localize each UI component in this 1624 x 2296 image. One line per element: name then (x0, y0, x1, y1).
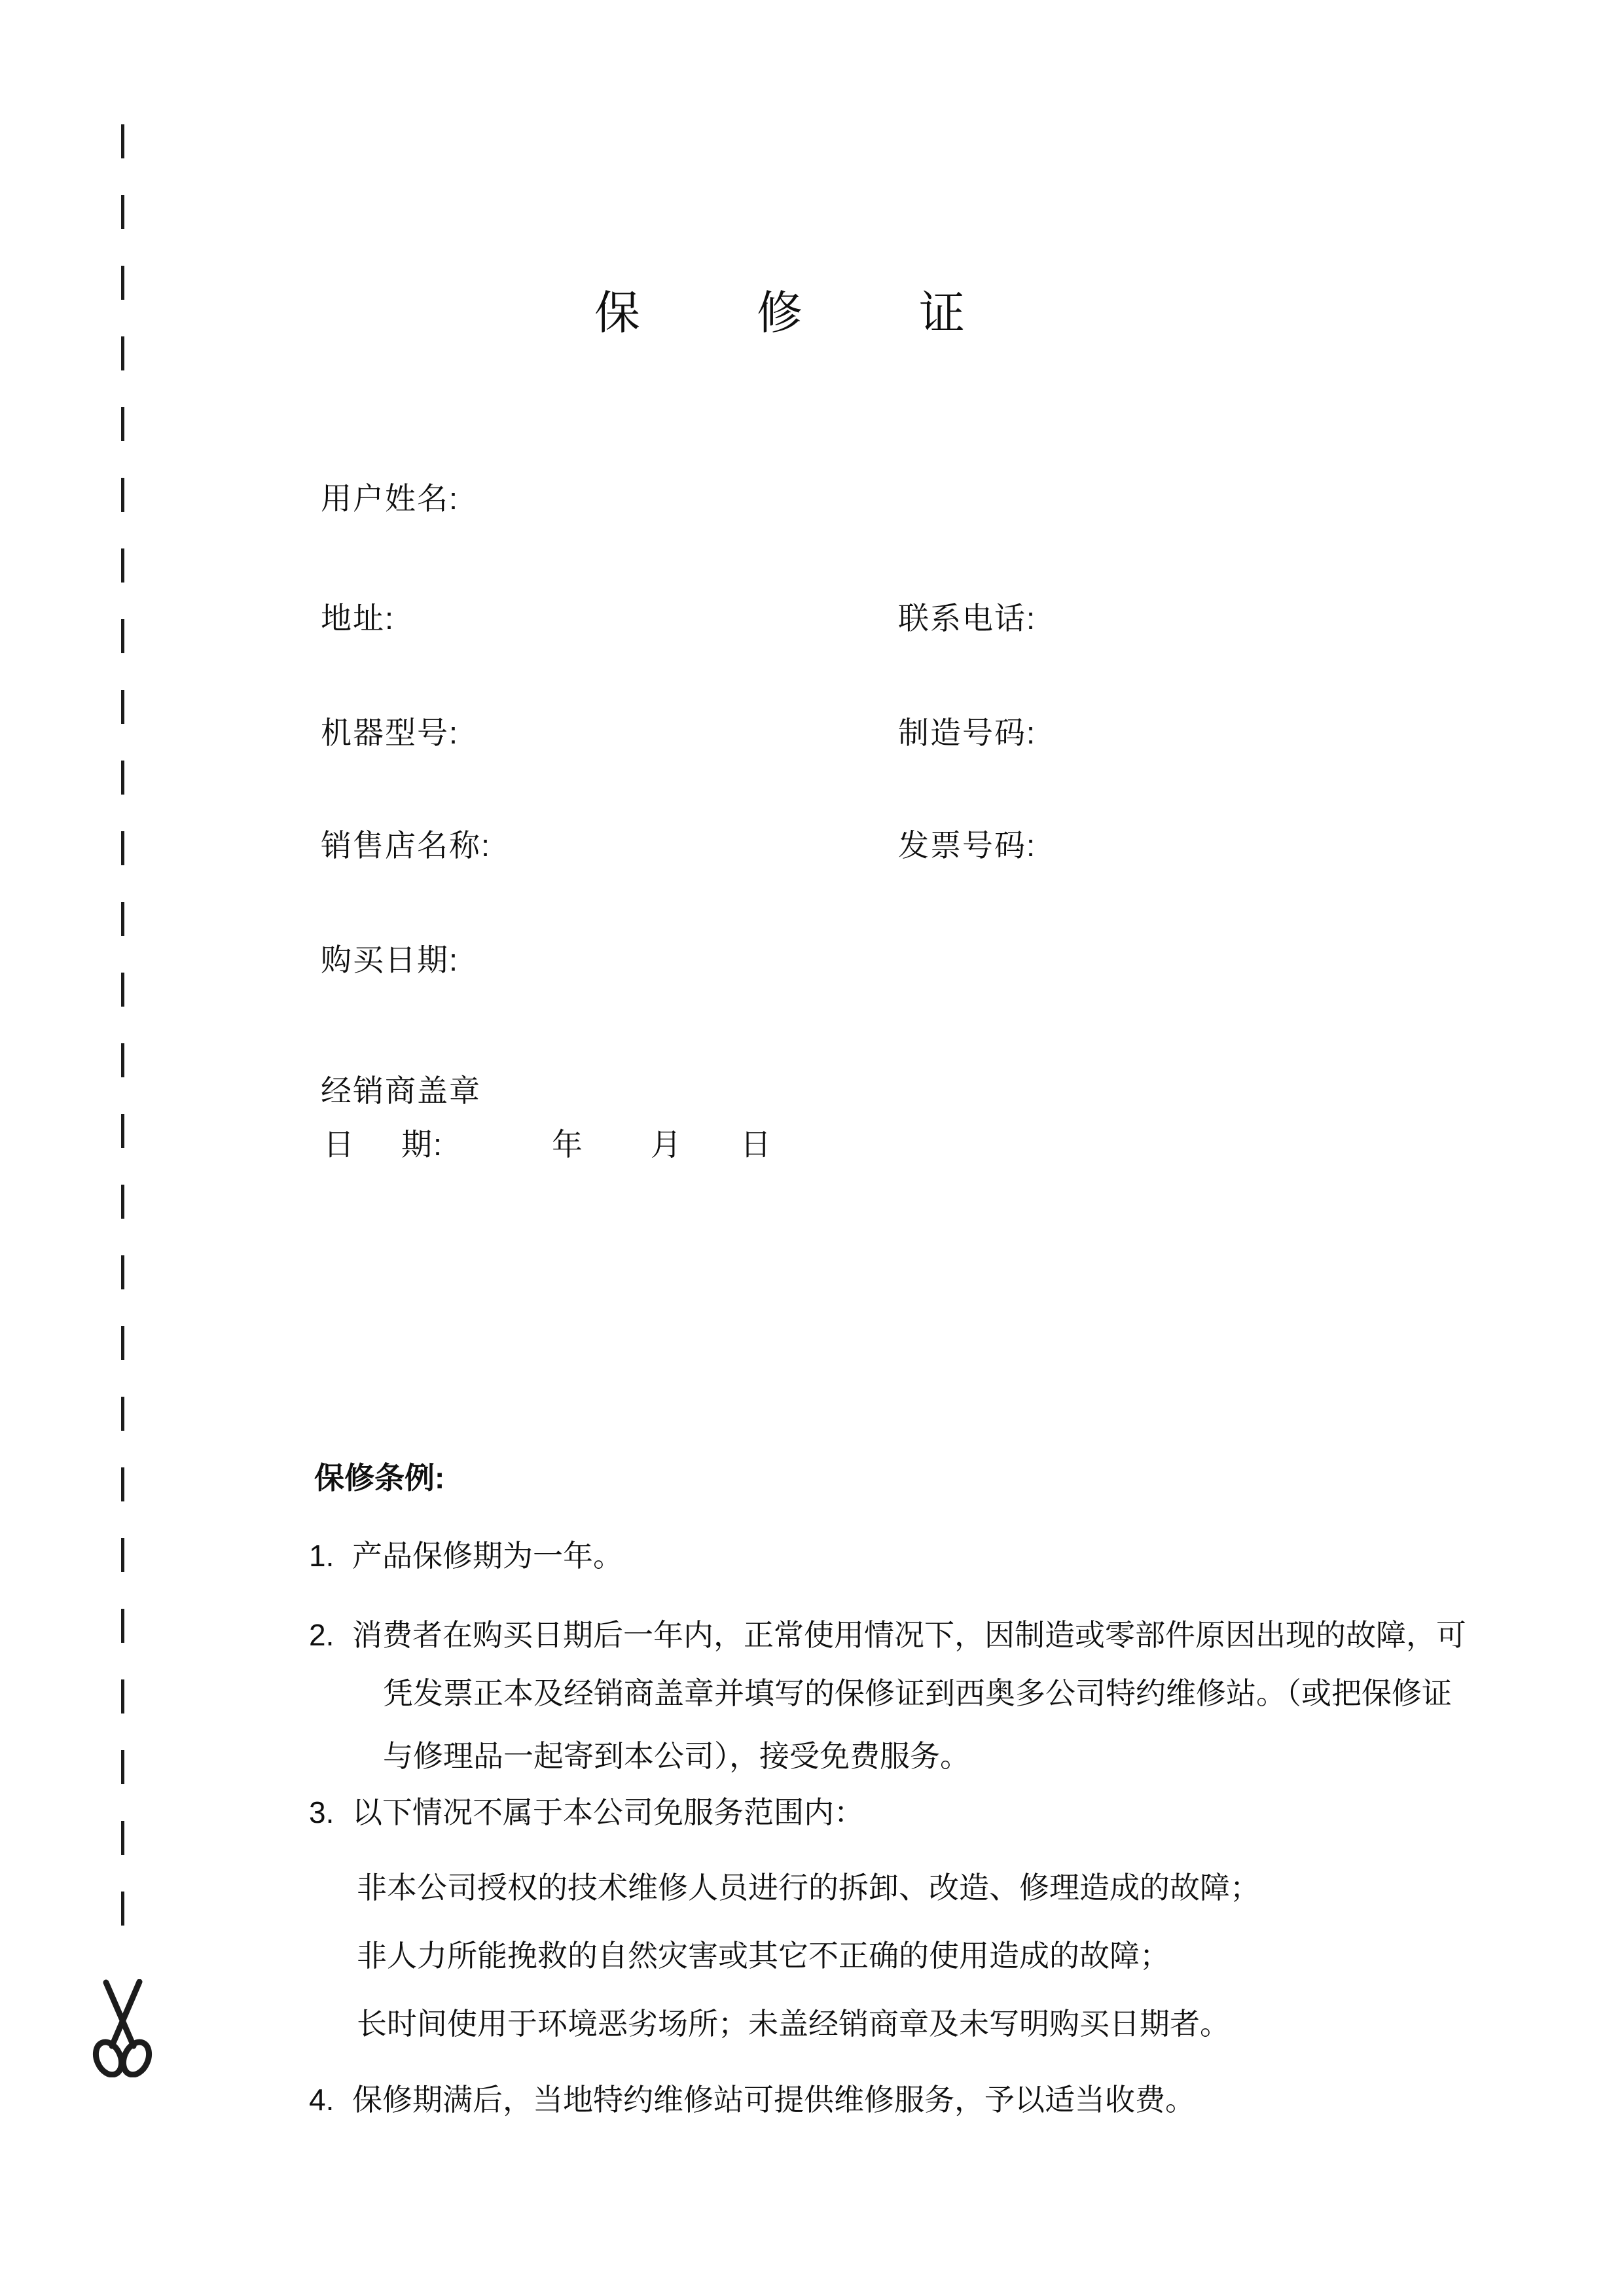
terms-item-1 (309, 1532, 623, 1575)
terms-item-2-number: 2. (309, 1618, 334, 1652)
cut-line (121, 124, 124, 1954)
field-label-address: 地址: (321, 601, 395, 636)
field-label-user-name: 用户姓名: (321, 481, 460, 516)
field-label-phone: 联系电话: (898, 601, 1037, 636)
field-label-store-name: 销售店名称: (321, 828, 492, 863)
terms-item-1-number: 1. (309, 1539, 334, 1573)
terms-item-4-text: 保修期满后，当地特约维修站可提供维修服务，予以适当收费。 (352, 2083, 1195, 2117)
terms-item-3-sub-1: 非本公司授权的技术维修人员进行的拆卸、改造、修理造成的故障； (357, 1871, 1260, 1905)
field-label-purchase-date: 购买日期: (321, 942, 460, 977)
field-label-model: 机器型号: (321, 715, 460, 750)
terms-item-1-text: 产品保修期为一年。 (352, 1539, 623, 1573)
terms-item-2-cont-line-2: 与修理品一起寄到本公司），接受免费服务。 (383, 1739, 970, 1773)
terms-item-2-cont-line-1: 凭发票正本及经销商盖章并填写的保修证到西奥多公司特约维修站。（或把保修证 (383, 1676, 1452, 1710)
field-label-serial-number: 制造号码: (898, 715, 1037, 750)
terms-item-4-number: 4. (309, 2083, 334, 2117)
date-line-day: 日 (740, 1127, 772, 1162)
field-label-dealer-seal: 经销商盖章 (321, 1073, 481, 1108)
terms-item-3 (309, 1789, 864, 1832)
date-line-word-qi: 期: (401, 1127, 444, 1162)
date-line-month: 月 (651, 1127, 683, 1162)
page-title: 保修证 (594, 287, 1081, 338)
terms-item-4 (309, 2076, 1195, 2119)
terms-item-3-text: 以下情况不属于本公司免服务范围内： (352, 1795, 864, 1829)
terms-item-3-number: 3. (309, 1795, 334, 1829)
date-line-year: 年 (552, 1127, 584, 1162)
terms-item-3-sub-2: 非人力所能挽救的自然灾害或其它不正确的使用造成的故障； (357, 1939, 1170, 1973)
terms-item-2-text: 消费者在购买日期后一年内，正常使用情况下，因制造或零部件原因出现的故障，可 (352, 1618, 1466, 1652)
terms-heading: 保修条例: (314, 1461, 445, 1495)
field-label-invoice-number: 发票号码: (898, 828, 1037, 863)
terms-item-3-sub-3: 长时间使用于环境恶劣场所；未盖经销商章及未写明购买日期者。 (357, 2007, 1230, 2041)
date-line-word-ri: 日 (323, 1127, 355, 1162)
terms-item-2 (309, 1611, 1466, 1655)
scissors-icon (89, 1979, 156, 2077)
